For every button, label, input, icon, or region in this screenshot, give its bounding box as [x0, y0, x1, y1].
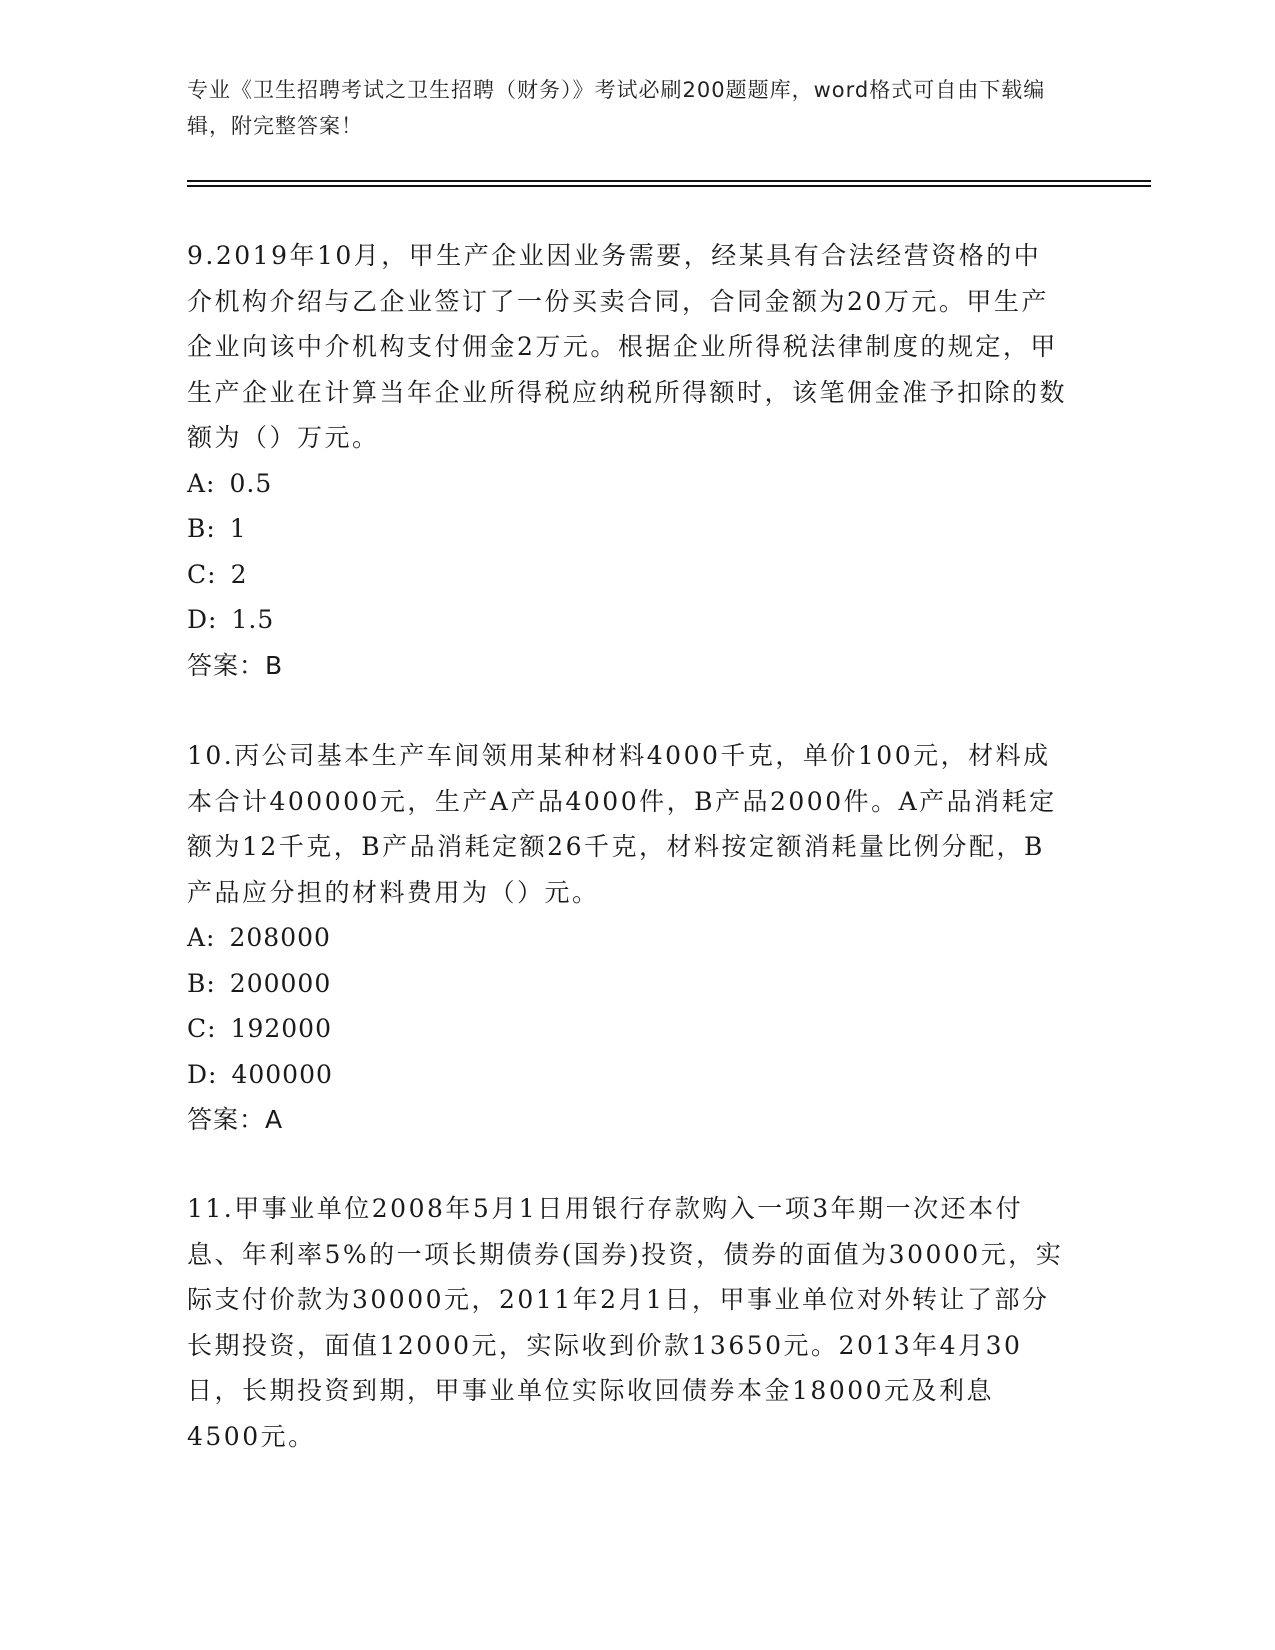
- option-letter: D:: [187, 1059, 218, 1089]
- option-value: 400000: [231, 1059, 333, 1089]
- option-letter: B:: [187, 514, 216, 543]
- option-b: [187, 961, 1067, 1007]
- option-b: [187, 506, 1067, 552]
- option-a: [187, 461, 1067, 507]
- option-value: 1.5: [231, 605, 275, 634]
- option-letter: A:: [187, 468, 216, 498]
- question-text: 9.2019年10月，甲生产企业因业务需要，经某具有合法经营资格的中介机构介绍与乙企业签订了一份买卖合同，合同金额为20万元。甲生产企业向该中介机构支付佣金2万元。根据企业所得税法律制度的规定，甲生产企业在计算当年企业所得税应纳税所得额时，该笔佣金准予扣除的数额为（）万元。: [187, 241, 1068, 452]
- option-c: [187, 1006, 1067, 1052]
- option-c: [187, 552, 1067, 598]
- options-list: [187, 461, 1067, 643]
- option-value: 200000: [229, 968, 332, 998]
- option-d: [187, 597, 1067, 643]
- question-text: 11.甲事业单位2008年5月1日用银行存款购入一项3年期一次还本付息、年利率5%的一项长期债券(国券)投资，债券的面值为30000元，实际支付价款为30000元，2011年2月1日，甲事业单位对外转让了部分长期投资，面值12000元，实际收到价款13650元。2013年4月30日，长期投资到期，甲事业单位实际收回债券本金18000元及利息4500元。: [187, 1194, 1064, 1451]
- question-9: [187, 233, 1067, 688]
- option-value: 2: [230, 559, 248, 589]
- answer-label: 答案：A: [187, 1105, 284, 1134]
- option-letter: A:: [187, 923, 216, 952]
- option-value: 192000: [230, 1014, 332, 1043]
- header-divider-bottom: [187, 185, 1151, 187]
- options-list: [187, 915, 1067, 1097]
- option-a: [187, 915, 1067, 961]
- option-letter: B:: [187, 968, 216, 998]
- header-divider-top: [187, 180, 1151, 182]
- question-text: 10.丙公司基本生产车间领用某种材料4000千克，单价100元，材料成本合计400000元，生产A产品4000件，B产品2000件。A产品消耗定额为12千克，B产品消耗定额26千克，材料按定额消耗量比例分配，B产品应分担的材料费用为（）元。: [187, 741, 1057, 907]
- option-d: [187, 1052, 1067, 1098]
- option-value: 208000: [229, 923, 331, 952]
- answer-label: 答案：B: [187, 650, 284, 680]
- document-header: 专业《卫生招聘考试之卫生招聘（财务）》考试必刷200题题库，word格式可自由下载编辑，附完整答案！: [187, 78, 1046, 138]
- question-10: [187, 733, 1067, 1143]
- question-11: [187, 1186, 1067, 1459]
- option-letter: D:: [187, 605, 218, 634]
- option-letter: C:: [187, 559, 217, 589]
- option-letter: C:: [187, 1014, 217, 1043]
- option-value: 1: [229, 514, 247, 543]
- option-value: 0.5: [229, 468, 273, 498]
